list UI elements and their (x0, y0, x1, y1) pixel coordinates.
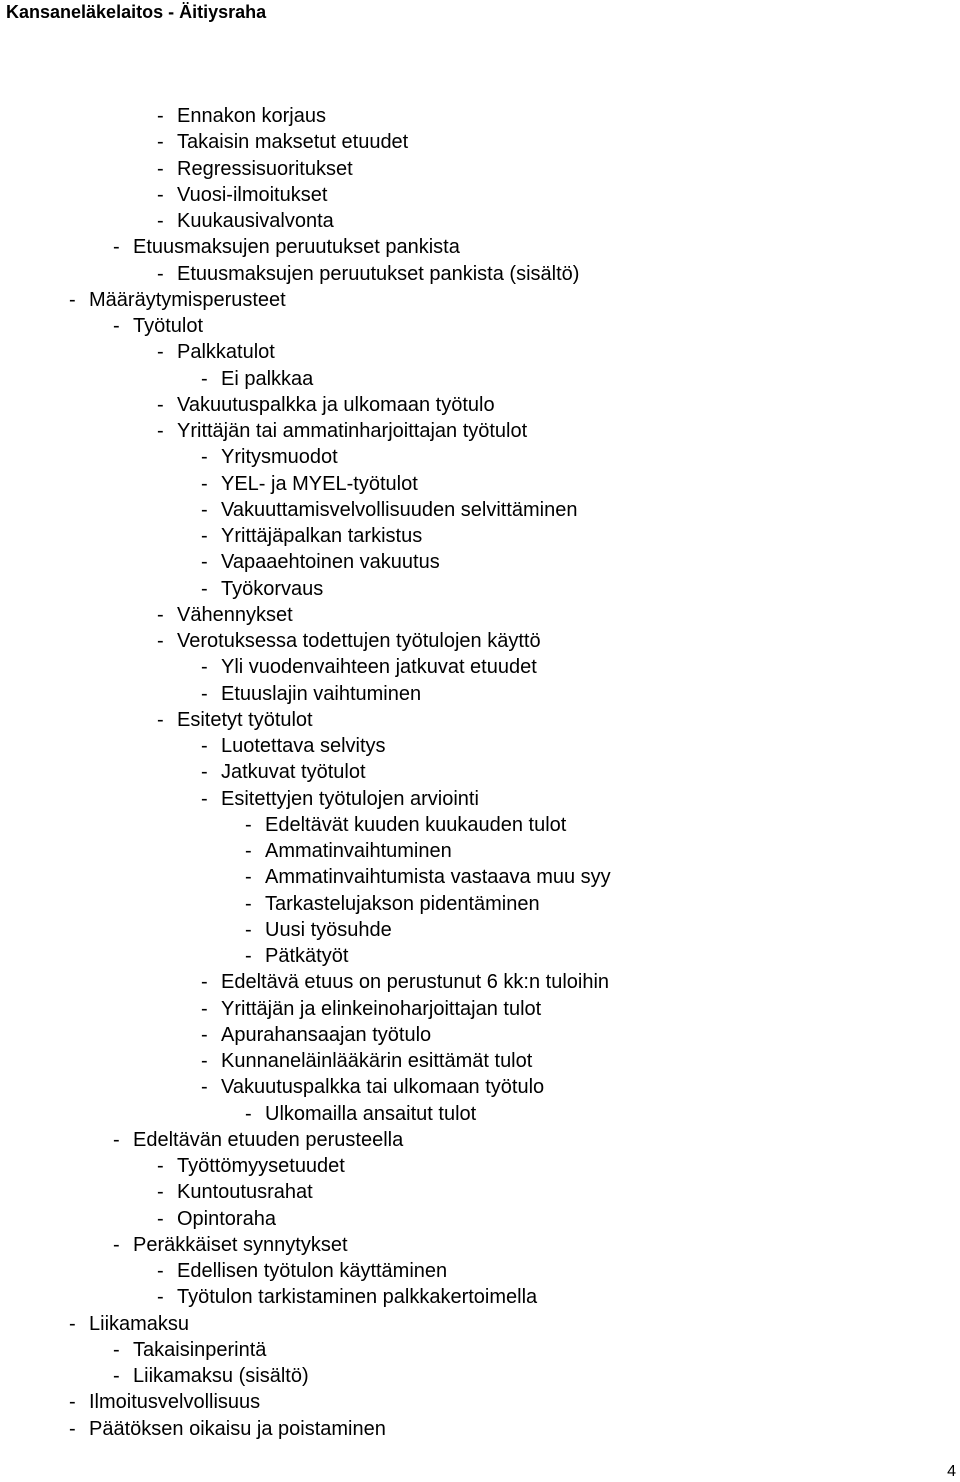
toc-item-label: Kunnaneläinlääkärin esittämät tulot (221, 1050, 533, 1072)
toc-item-label: Vakuuttamisvelvollisuuden selvittäminen (221, 498, 578, 521)
toc-item-dash: - (157, 393, 164, 416)
toc-item-dash: - (201, 656, 208, 679)
toc-item (0, 1048, 611, 1074)
toc-item-dash: - (69, 1391, 76, 1414)
toc-item-dash: - (157, 341, 164, 364)
toc-item-dash: - (157, 210, 164, 232)
toc-item (0, 156, 611, 182)
toc-item (0, 681, 611, 707)
toc-item (0, 1416, 611, 1442)
toc-item (0, 733, 611, 759)
toc-item (0, 182, 611, 208)
toc-item (0, 1232, 611, 1258)
toc-item-dash: - (245, 866, 252, 889)
toc-item-label: Ulkomailla ansaitut tulot (265, 1102, 477, 1125)
toc-item-label: Palkkatulot (177, 341, 275, 364)
toc-item-dash: - (201, 472, 208, 495)
toc-item-label: Regressisuoritukset (177, 157, 353, 180)
toc-item-label: Yrittäjän ja elinkeinoharjoittajan tulot (221, 997, 542, 1020)
toc-item (0, 1389, 611, 1415)
toc-item-label: Pätkätyöt (265, 945, 349, 967)
toc-item-label: Ammatinvaihtumista vastaava muu syy (265, 866, 611, 889)
toc-item-dash: - (113, 1338, 120, 1361)
toc-item (0, 602, 611, 628)
toc-item (0, 864, 611, 890)
toc-item-dash: - (201, 735, 208, 757)
toc-item-label: Apurahansaajan työtulo (221, 1023, 432, 1046)
page-number: 4 (947, 1463, 956, 1480)
toc-item (0, 313, 611, 339)
toc-item-dash: - (157, 183, 164, 206)
toc-item-dash: - (157, 1286, 164, 1309)
toc-item-dash: - (201, 525, 208, 547)
toc-item (0, 523, 611, 549)
toc-item-dash: - (201, 997, 208, 1020)
toc-item-dash: - (201, 761, 208, 784)
toc-item-label: Uusi työsuhde (265, 918, 392, 941)
toc-item-label: Vuosi-ilmoitukset (177, 183, 328, 206)
toc-item (0, 1074, 611, 1100)
toc-item-dash: - (157, 420, 164, 442)
toc-item (0, 287, 611, 313)
toc-item-label: Määräytymisperusteet (89, 288, 286, 311)
toc-item-dash: - (113, 236, 120, 259)
toc-item-label: Vähennykset (177, 603, 293, 626)
toc-item (0, 444, 611, 470)
toc-item-dash: - (157, 1181, 164, 1204)
toc-item (0, 129, 611, 155)
toc-item-dash: - (157, 1260, 164, 1282)
toc-item-label: Takaisin maksetut etuudet (177, 131, 409, 154)
toc-item (0, 1284, 611, 1310)
toc-item (0, 786, 611, 812)
toc-item-dash: - (201, 787, 208, 810)
toc-item-label: Opintoraha (177, 1207, 276, 1230)
toc-item-label: Edeltävä etuus on perustunut 6 kk:n tuloihin (221, 971, 610, 994)
toc-item-dash: - (245, 918, 252, 941)
toc-item-label: Liikamaksu (sisältö) (133, 1365, 309, 1387)
toc-item-dash: - (201, 971, 208, 994)
toc-item-dash: - (157, 603, 164, 626)
toc-item-dash: - (201, 498, 208, 521)
toc-item-dash: - (113, 1233, 120, 1256)
toc-item-dash: - (201, 577, 208, 600)
toc-item (0, 1363, 611, 1389)
document-header-title: Kansaneläkelaitos - Äitiysraha (6, 2, 267, 22)
toc-item (0, 654, 611, 680)
toc-item-dash: - (113, 1128, 120, 1151)
toc-item-dash: - (245, 945, 252, 967)
toc-item-label: Kuukausivalvonta (177, 210, 334, 232)
toc-item (0, 707, 611, 733)
toc-item-dash: - (201, 1023, 208, 1046)
toc-item-label: Peräkkäiset synnytykset (133, 1233, 348, 1256)
toc-item-label: Etuusmaksujen peruutukset pankista (sisältö) (177, 262, 580, 285)
toc-item (0, 1101, 611, 1127)
toc-item (0, 1258, 611, 1284)
toc-item (0, 261, 611, 287)
toc-item-label: Esitetyt työtulot (177, 708, 313, 731)
toc-item (0, 576, 611, 602)
toc-item-label: Yritysmuodot (221, 446, 338, 469)
toc-item (0, 812, 611, 838)
toc-item (0, 339, 611, 365)
toc-item-label: Ennakon korjaus (177, 105, 326, 127)
toc-item-label: Luotettava selvitys (221, 735, 386, 757)
toc-item (0, 392, 611, 418)
toc-item-label: YEL- ja MYEL-työtulot (221, 472, 418, 495)
toc-item-label: Työttömyysetuudet (177, 1155, 345, 1177)
toc-item-dash: - (245, 840, 252, 862)
toc-item-dash: - (157, 131, 164, 154)
toc-item-dash: - (157, 262, 164, 285)
toc-item-label: Tarkastelujakson pidentäminen (265, 892, 540, 915)
toc-item (0, 366, 611, 392)
toc-item-dash: - (157, 1155, 164, 1177)
toc-item (0, 1179, 611, 1205)
toc-item-label: Työtulon tarkistaminen palkkakertoimella (177, 1286, 538, 1309)
toc-item (0, 943, 611, 969)
toc-item-dash: - (245, 813, 252, 836)
toc-item (0, 418, 611, 444)
toc-item-label: Ei palkkaa (221, 367, 314, 390)
toc-item (0, 1022, 611, 1048)
toc-item-label: Edeltävän etuuden perusteella (133, 1128, 404, 1151)
toc-item-label: Yrittäjän tai ammatinharjoittajan työtulot (177, 420, 528, 442)
toc-item (0, 1127, 611, 1153)
toc-item (0, 996, 611, 1022)
toc-item-label: Edeltävät kuuden kuukauden tulot (265, 813, 567, 836)
toc-item-label: Yrittäjäpalkan tarkistus (221, 525, 423, 547)
toc-item (0, 838, 611, 864)
toc-item-dash: - (69, 1417, 76, 1440)
toc-item (0, 208, 611, 234)
toc-item (0, 891, 611, 917)
toc-item-dash: - (157, 630, 164, 652)
table-of-contents (0, 103, 611, 1442)
toc-item (0, 549, 611, 575)
toc-item-dash: - (113, 1365, 120, 1387)
toc-item-label: Yli vuodenvaihteen jatkuvat etuudet (221, 656, 537, 679)
toc-item-dash: - (69, 288, 76, 311)
toc-item-label: Kuntoutusrahat (177, 1181, 313, 1204)
toc-item-dash: - (157, 105, 164, 127)
toc-item (0, 917, 611, 943)
toc-item-dash: - (69, 1312, 76, 1335)
toc-item-label: Takaisinperintä (133, 1338, 267, 1361)
toc-item-label: Ammatinvaihtuminen (265, 840, 452, 862)
toc-item (0, 471, 611, 497)
toc-item-label: Työtulot (133, 315, 204, 337)
toc-item-dash: - (245, 1102, 252, 1125)
toc-item-label: Vakuutuspalkka ja ulkomaan työtulo (177, 393, 495, 416)
toc-item (0, 759, 611, 785)
toc-item (0, 1311, 611, 1337)
toc-item-dash: - (201, 1076, 208, 1099)
toc-item (0, 1206, 611, 1232)
toc-item (0, 628, 611, 654)
toc-item-dash: - (157, 708, 164, 731)
toc-item-label: Vakuutuspalkka tai ulkomaan työtulo (221, 1076, 545, 1099)
toc-item (0, 234, 611, 260)
toc-item-label: Verotuksessa todettujen työtulojen käyttö (177, 630, 541, 652)
toc-item-label: Päätöksen oikaisu ja poistaminen (89, 1417, 386, 1440)
toc-item-label: Etuusmaksujen peruutukset pankista (133, 236, 460, 259)
toc-item-label: Etuuslajin vaihtuminen (221, 682, 422, 705)
toc-item-label: Liikamaksu (89, 1312, 190, 1335)
toc-item-dash: - (157, 1207, 164, 1230)
toc-item-dash: - (201, 446, 208, 469)
toc-item-label: Vapaaehtoinen vakuutus (221, 551, 440, 574)
toc-item-label: Esitettyjen työtulojen arviointi (221, 787, 479, 810)
toc-item (0, 1153, 611, 1179)
toc-item-dash: - (157, 157, 164, 180)
toc-item-dash: - (201, 551, 208, 574)
toc-item (0, 1337, 611, 1363)
toc-item-label: Edellisen työtulon käyttäminen (177, 1260, 448, 1282)
toc-item-label: Ilmoitusvelvollisuus (89, 1391, 261, 1414)
toc-item (0, 969, 611, 995)
toc-item-label: Työkorvaus (221, 577, 324, 600)
toc-item-label: Jatkuvat työtulot (221, 761, 366, 784)
toc-item-dash: - (201, 1050, 208, 1072)
toc-item-dash: - (113, 315, 120, 337)
toc-item (0, 103, 611, 129)
toc-item-dash: - (245, 892, 252, 915)
toc-item (0, 497, 611, 523)
toc-item-dash: - (201, 682, 208, 705)
toc-item-dash: - (201, 367, 208, 390)
